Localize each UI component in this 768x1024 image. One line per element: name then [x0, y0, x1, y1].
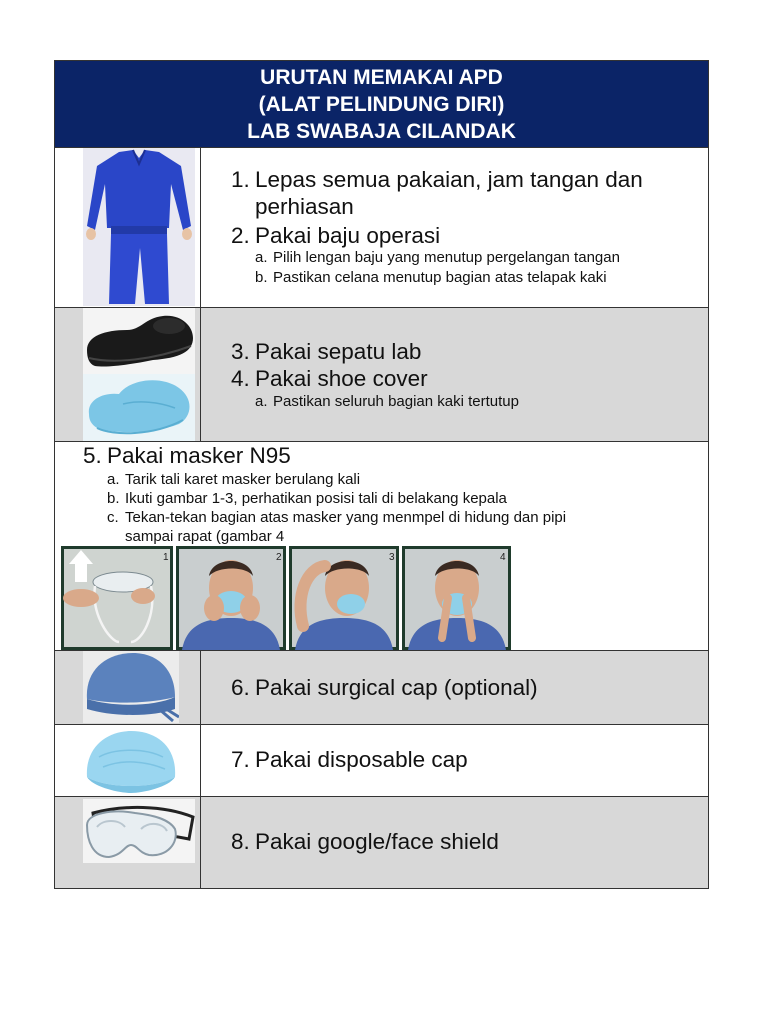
step-2-sub-b: b. Pastikan celana menutup bagian atas telapak kaki	[255, 269, 607, 286]
step-4-sub-a: a. Pastikan seluruh bagian kaki tertutup	[255, 393, 519, 410]
row-scrubs	[55, 147, 708, 307]
disposable-cap-image-cell	[55, 725, 201, 796]
step-6: 6. Pakai surgical cap (optional)	[231, 675, 538, 700]
row-disposable-cap	[55, 724, 708, 796]
row-mask	[55, 441, 708, 650]
row-goggles	[55, 796, 708, 888]
mask-panel-4-number: 4	[500, 552, 506, 563]
scrubs-illustration	[83, 148, 195, 306]
header-title-line3: LAB SWABAJA CILANDAK	[247, 120, 516, 143]
mask-panel-1-number: 1	[163, 552, 169, 563]
mask-panel-4	[402, 546, 511, 650]
step-4: 4. Pakai shoe cover	[231, 366, 428, 391]
step-5-sub-a: a. Tarik tali karet masker berulang kali	[107, 471, 361, 488]
scrubs-image-cell	[55, 148, 201, 307]
step-5-sub-b: b. Ikuti gambar 1-3, perhatikan posisi tali di belakang kepala	[107, 490, 507, 507]
mask-steps-figure	[61, 546, 511, 650]
table-header	[55, 61, 708, 147]
step-1-continued: perhiasan	[255, 194, 354, 219]
header-title-line2: (ALAT PELINDUNG DIRI)	[258, 93, 505, 116]
step-2: 2. Pakai baju operasi	[231, 223, 441, 248]
row-shoes	[55, 307, 708, 441]
row-surgical-cap	[55, 650, 708, 724]
surgical-cap-image-cell	[55, 651, 201, 724]
surgical-cap-illustration	[83, 651, 179, 723]
step-7: 7. Pakai disposable cap	[231, 747, 468, 772]
mask-panel-3-number: 3	[389, 552, 395, 563]
mask-panel-1	[61, 546, 173, 650]
goggles-image-cell	[55, 797, 201, 888]
mask-panel-2-number: 2	[276, 552, 282, 563]
step-5: 5. Pakai masker N95	[83, 443, 291, 468]
step-8: 8. Pakai google/face shield	[231, 829, 499, 854]
step-2-sub-a: a. Pilih lengan baju yang menutup pergelangan tangan	[255, 249, 620, 266]
ppe-donning-table	[54, 60, 709, 889]
shoes-image-cell	[55, 308, 201, 441]
step-5-sub-c-continued: sampai rapat (gambar 4	[125, 528, 285, 545]
mask-panel-3	[289, 546, 399, 650]
lab-shoes-illustration	[83, 308, 195, 442]
goggles-illustration	[83, 799, 195, 863]
step-5-sub-c: c. Tekan-tekan bagian atas masker yang menmpel di hidung dan pipi	[107, 509, 567, 526]
step-3: 3. Pakai sepatu lab	[231, 339, 422, 364]
step-1: 1. Lepas semua pakaian, jam tangan dan	[231, 167, 643, 192]
mask-panel-2	[176, 546, 286, 650]
disposable-cap-illustration	[83, 727, 179, 795]
header-title-line1: URUTAN MEMAKAI APD	[260, 66, 503, 89]
